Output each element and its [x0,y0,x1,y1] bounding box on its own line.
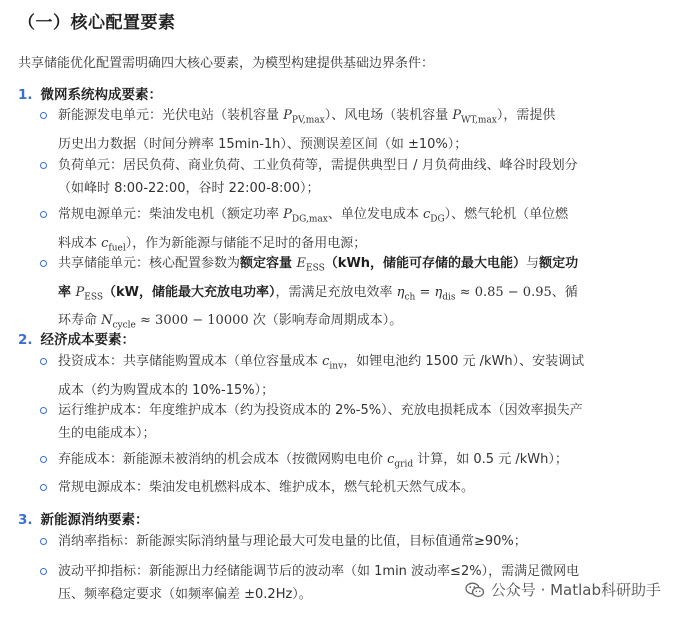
section-number: 2. [18,332,33,348]
math-cgrid: $c_{grid}$ [387,452,414,470]
math-ppv: $P_{PV,max}$ [283,108,325,126]
list-item-text: 常规电源单元：柴油发电机（额定功率 $P_{DG,max}$、单位发电成本 $c_{DG}$）、燃气轮机（单位燃 料成本 $c_{fuel}$），作为新能源与储能不足时的备用电源； [58,207,569,254]
bullet-icon [40,211,47,218]
math-pess: $P_{ESS}$ [75,284,104,303]
list-item [40,448,640,477]
math-cdg: $c_{DG}$ [422,207,445,225]
bullet-icon [40,456,47,463]
section-number: 3. [18,512,33,528]
wechat-icon [465,582,485,598]
section-title-text: 经济成本要素： [40,332,136,348]
list-item [40,350,640,402]
bullet-icon [40,568,47,575]
section-title-text: 新能源消纳要素： [40,512,149,528]
list-item-text: 弃能成本：新能源未被消纳的机会成本（按微网购电电价 $c_{grid}$ 计算，如 0.5 元 /kWh）； [58,452,568,470]
list-item [40,252,640,338]
list-item-text: 常规电源成本：柴油发电机燃料成本、维护成本，燃气轮机天然气成本。 [58,480,475,495]
section-3-title [18,508,149,528]
list-item-text: 运行维护成本：年度维护成本（约为投资成本的 2%-5%）、充放电损耗成本（因效率损失产 生的电能成本）； [58,403,583,441]
list-item [40,154,640,200]
math-pdg: $P_{DG,max}$ [283,207,328,225]
math-pwt: $P_{WT,max}$ [452,108,497,126]
list-item-text: 消纳率指标：新能源实际消纳量与理论最大可发电量的比值，目标值通常≥90%； [58,534,527,549]
bullet-icon [40,260,47,267]
bullet-icon [40,484,47,491]
list-item-text: 共享储能单元：核心配置参数为额定容量 $E_{ESS}(kWh$，储能可存储的最大电能）与额定功 率 $P_{ESS}(kW$，储能最大充放电功率），需满足充放电效率 $\eta_{ch} = \eta_{dis} \approx 0.85 - 0.95$、循 环寿命 $N_{cycle} \approx 3000 - 10000$ 次（影响寿命周期成本）。 [58,256,579,331]
section-2-title [18,328,135,348]
bullet-icon [40,407,47,414]
list-item [40,399,640,445]
section-heading: （一）核心配置要素 [18,13,176,33]
math-cinv: $c_{inv}$ [322,354,344,372]
intro-paragraph: 共享储能优化配置需明确四大核心要素，为模型构建提供基础边界条件： [18,56,435,71]
bullet-icon [40,112,47,119]
list-item-text: 波动平抑指标：新能源出力经储能调节后的波动率（如 1min 波动率≤2%），需满足微网电 压、频率稳定要求（如频率偏差 ±0.2Hz）。 [58,564,580,602]
list-item [40,104,640,156]
section-number: 1. [18,87,33,103]
list-item-text: 负荷单元：居民负荷、商业负荷、工业负荷等，需提供典型日 / 月负荷曲线、峰谷时段划分 （如峰时 8:00-22:00，谷时 22:00-8:00）； [58,158,578,196]
bullet-icon [40,358,47,365]
bullet-icon [40,162,47,169]
watermark [465,579,661,600]
section-title-text: 微网系统构成要素： [40,87,163,103]
watermark-text: 公众号 · Matlab科研助手 [490,581,661,599]
bullet-icon [40,538,47,545]
list-item [40,530,640,553]
list-item-text: 投资成本：共享储能购置成本（单位容量成本 $c_{inv}$，如锂电池约 1500 元 /kWh）、安装调试 成本（约为购置成本的 10%-15%）； [58,354,585,398]
list-item [40,476,640,499]
section-1-title [18,83,162,103]
list-item-text: 新能源发电单元：光伏电站（装机容量 $P_{PV,max}$）、风电场（装机容量 $P_{WT,max}$），需提供 历史出力数据（时间分辨率 15min-1h）、预测误差区间（如 ±10%）； [58,108,556,152]
math-eta: $\eta_{ch} = \eta_{dis} \approx 0.85 - 0.95$ [396,284,552,303]
math-eess: $E_{ESS}$ [296,256,325,274]
math-ncycle: $N_{cycle} \approx 3000 - 10000$ [101,313,253,331]
math-cfuel: $c_{fuel}$ [101,235,126,254]
